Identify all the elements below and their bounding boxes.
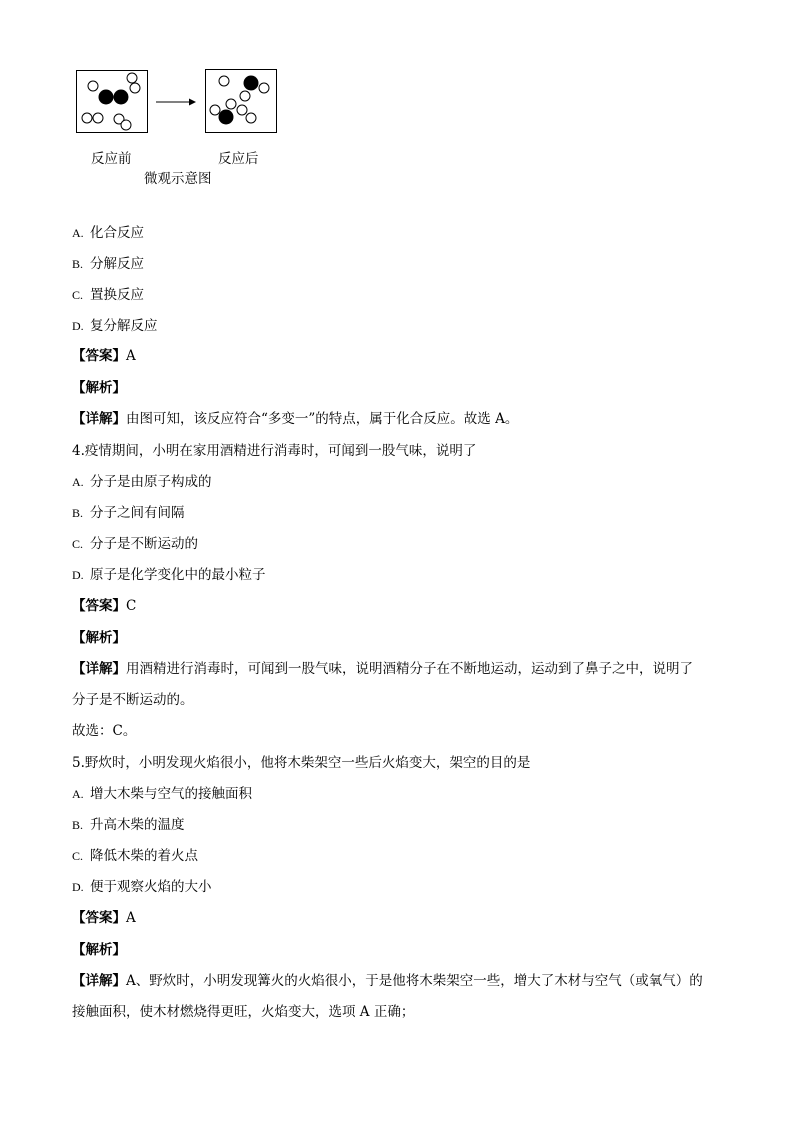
q3-option-d <box>72 317 158 335</box>
q3-answer <box>72 347 136 365</box>
option-text: 原子是化学变化中的最小粒子 <box>90 567 266 583</box>
before-label: 反应前 <box>91 151 132 167</box>
option-text: 分子是由原子构成的 <box>90 474 212 490</box>
diagram-caption: 微观示意图 <box>144 171 212 187</box>
micro-diagram <box>72 66 292 142</box>
answer-label: 【答案】 <box>72 598 126 614</box>
q4-stem: 4.疫情期间，小明在家用酒精进行消毒时，可闻到一股气味，说明了 <box>72 443 477 459</box>
white-atom <box>240 91 250 101</box>
white-atom <box>93 113 103 123</box>
option-text: 置换反应 <box>90 287 144 303</box>
after-box <box>206 70 277 133</box>
option-text: 增大木柴与空气的接触面积 <box>90 786 252 802</box>
q5-option-a <box>72 785 252 803</box>
option-text: 便于观察火焰的大小 <box>90 879 212 895</box>
q5-answer <box>72 909 136 927</box>
option-letter: C. <box>72 537 84 551</box>
white-atom <box>210 105 220 115</box>
q4-option-b <box>72 504 185 522</box>
after-label: 反应后 <box>218 151 259 167</box>
q4-detail-cont: 分子是不断运动的。 <box>72 692 194 708</box>
option-letter: D. <box>72 568 84 582</box>
white-atom <box>82 113 92 123</box>
option-letter: B. <box>72 818 84 832</box>
q5-option-d <box>72 878 212 896</box>
option-letter: A. <box>72 787 84 801</box>
option-text: 升高木柴的温度 <box>90 817 185 833</box>
answer-value: A <box>126 910 136 926</box>
white-atom <box>127 73 137 83</box>
arrow-head <box>189 99 196 106</box>
analysis-label: 【解析】 <box>72 630 126 646</box>
detail-label: 【详解】 <box>72 973 126 989</box>
black-atom <box>219 110 234 125</box>
white-atom <box>226 99 236 109</box>
q5-stem: 5.野炊时，小明发现火焰很小，他将木柴架空一些后火焰变大，架空的目的是 <box>72 755 531 771</box>
answer-value: A <box>126 348 136 364</box>
analysis-label: 【解析】 <box>72 942 126 958</box>
black-atom <box>244 76 259 91</box>
q3-option-a <box>72 224 144 242</box>
option-text: 复分解反应 <box>90 318 158 334</box>
white-atom <box>219 76 229 86</box>
option-letter: A. <box>72 226 84 240</box>
white-atom <box>246 113 256 123</box>
reaction-figure <box>72 66 292 138</box>
option-text: 分子是不断运动的 <box>90 536 198 552</box>
q5-detail <box>72 972 703 990</box>
q4-option-d <box>72 566 266 584</box>
detail-label: 【详解】 <box>72 661 126 677</box>
detail-text: 由图可知，该反应符合“多变一”的特点，属于化合反应。故选 A。 <box>126 411 519 427</box>
analysis-label: 【解析】 <box>72 380 126 396</box>
q4-conclusion: 故选：C。 <box>72 723 137 739</box>
q4-detail <box>72 660 693 678</box>
answer-label: 【答案】 <box>72 910 126 926</box>
q4-option-c <box>72 535 198 553</box>
option-letter: B. <box>72 506 84 520</box>
white-atom <box>130 83 140 93</box>
detail-text: 用酒精进行消毒时，可闻到一股气味，说明酒精分子在不断地运动，运动到了鼻子之中，说明了 <box>126 661 693 677</box>
q3-option-c <box>72 286 144 304</box>
q3-analysis <box>72 379 126 397</box>
q3-option-b <box>72 255 144 273</box>
q5-option-b <box>72 816 185 834</box>
detail-label: 【详解】 <box>72 411 126 427</box>
answer-label: 【答案】 <box>72 348 126 364</box>
option-letter: C. <box>72 849 84 863</box>
white-atom <box>121 120 131 130</box>
option-letter: A. <box>72 475 84 489</box>
answer-value: C <box>126 598 137 614</box>
q5-option-c <box>72 847 198 865</box>
option-text: 化合反应 <box>90 225 144 241</box>
option-letter: D. <box>72 319 84 333</box>
q3-detail <box>72 410 518 428</box>
q4-analysis <box>72 629 126 647</box>
option-text: 降低木柴的着火点 <box>90 848 198 864</box>
q4-option-a <box>72 473 212 491</box>
option-letter: B. <box>72 257 84 271</box>
white-atom <box>88 81 98 91</box>
white-atom <box>259 83 269 93</box>
q4-answer <box>72 597 136 615</box>
black-atom <box>114 90 129 105</box>
option-text: 分子之间有间隔 <box>90 505 185 521</box>
black-atom <box>99 90 114 105</box>
option-letter: C. <box>72 288 84 302</box>
q5-detail-cont: 接触面积，使木材燃烧得更旺，火焰变大，选项 A 正确； <box>72 1004 415 1020</box>
q5-analysis <box>72 941 126 959</box>
option-text: 分解反应 <box>90 256 144 272</box>
white-atom <box>237 105 247 115</box>
option-letter: D. <box>72 880 84 894</box>
detail-text: A、野炊时，小明发现篝火的火焰很小，于是他将木柴架空一些，增大了木材与空气（或氧气）的 <box>126 973 703 989</box>
